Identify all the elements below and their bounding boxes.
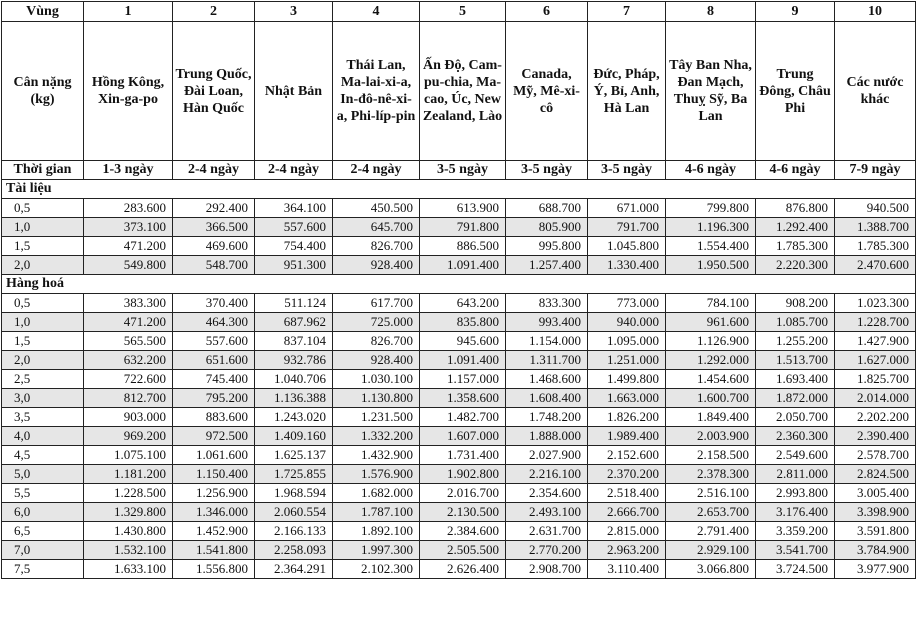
delivery-time: 2-4 ngày [255,161,333,180]
table-row [2,560,916,579]
price-cell: 2.102.300 [333,560,420,579]
zone-number: 2 [173,2,255,22]
price-cell: 2.220.300 [756,256,835,275]
price-cell: 1.748.200 [506,408,588,427]
price-cell: 2.378.300 [666,465,756,484]
price-cell: 2.384.600 [420,522,506,541]
price-cell: 1.346.000 [173,503,255,522]
table-row [2,522,916,541]
price-cell: 471.200 [84,313,173,332]
zone-number: 3 [255,2,333,22]
price-cell: 1.554.400 [666,237,756,256]
price-cell: 1.785.300 [756,237,835,256]
price-cell: 2.027.900 [506,446,588,465]
price-cell: 3.110.400 [588,560,666,579]
price-cell: 2.578.700 [835,446,916,465]
price-cell: 903.000 [84,408,173,427]
price-cell: 1.825.700 [835,370,916,389]
price-cell: 2.130.500 [420,503,506,522]
price-cell: 1.950.500 [666,256,756,275]
weight-cell: 7,0 [2,541,84,560]
price-cell: 2.626.400 [420,560,506,579]
price-cell: 1.682.000 [333,484,420,503]
time-label: Thời gian [2,161,84,180]
price-cell: 688.700 [506,199,588,218]
price-cell: 3.005.400 [835,484,916,503]
price-cell: 651.600 [173,351,255,370]
price-cell: 557.600 [255,218,333,237]
price-cell: 3.066.800 [666,560,756,579]
weight-cell: 5,5 [2,484,84,503]
zone-number: 9 [756,2,835,22]
price-cell: 951.300 [255,256,333,275]
price-cell: 886.500 [420,237,506,256]
price-cell: 1.292.400 [756,218,835,237]
price-cell: 1.452.900 [173,522,255,541]
zone-number: 10 [835,2,916,22]
delivery-time: 3-5 ngày [506,161,588,180]
price-cell: 1.095.000 [588,332,666,351]
price-cell: 1.157.000 [420,370,506,389]
price-cell: 1.358.600 [420,389,506,408]
price-cell: 1.075.100 [84,446,173,465]
price-cell: 2.152.600 [588,446,666,465]
weight-cell: 2,0 [2,351,84,370]
delivery-time: 2-4 ngày [173,161,255,180]
price-cell: 2.202.200 [835,408,916,427]
price-cell: 969.200 [84,427,173,446]
price-cell: 2.493.100 [506,503,588,522]
price-cell: 1.126.900 [666,332,756,351]
price-cell: 2.470.600 [835,256,916,275]
price-cell: 3.359.200 [756,522,835,541]
price-cell: 725.000 [333,313,420,332]
weight-cell: 2,5 [2,370,84,389]
price-cell: 2.824.500 [835,465,916,484]
price-cell: 1.608.400 [506,389,588,408]
table-row [2,484,916,503]
table-row [2,351,916,370]
delivery-time: 2-4 ngày [333,161,420,180]
price-cell: 1.997.300 [333,541,420,560]
price-cell: 3.784.900 [835,541,916,560]
weight-cell: 1,0 [2,218,84,237]
price-cell: 1.329.800 [84,503,173,522]
price-cell: 2.158.500 [666,446,756,465]
price-cell: 795.200 [173,389,255,408]
price-cell: 370.400 [173,294,255,313]
price-cell: 835.800 [420,313,506,332]
price-cell: 373.100 [84,218,173,237]
price-cell: 2.016.700 [420,484,506,503]
price-cell: 2.993.800 [756,484,835,503]
price-cell: 940.000 [588,313,666,332]
price-cell: 2.631.700 [506,522,588,541]
price-cell: 1.556.800 [173,560,255,579]
price-cell: 2.014.000 [835,389,916,408]
price-cell: 2.354.600 [506,484,588,503]
price-cell: 1.482.700 [420,408,506,427]
price-cell: 1.532.100 [84,541,173,560]
price-cell: 1.902.800 [420,465,506,484]
price-cell: 1.257.400 [506,256,588,275]
price-cell: 1.181.200 [84,465,173,484]
price-cell: 1.627.000 [835,351,916,370]
price-cell: 1.892.100 [333,522,420,541]
price-cell: 2.791.400 [666,522,756,541]
price-cell: 469.600 [173,237,255,256]
table-row [2,446,916,465]
price-cell: 1.228.700 [835,313,916,332]
destination-cell: Đức, Pháp, Ý, Bỉ, Anh, Hà Lan [588,22,666,161]
weight-cell: 3,5 [2,408,84,427]
price-cell: 1.136.388 [255,389,333,408]
price-cell: 995.800 [506,237,588,256]
price-cell: 1.663.000 [588,389,666,408]
destination-cell: Nhật Bản [255,22,333,161]
price-cell: 883.600 [173,408,255,427]
zone-number: 4 [333,2,420,22]
price-cell: 364.100 [255,199,333,218]
price-cell: 1.731.400 [420,446,506,465]
destination-cell: Canada, Mỹ, Mê-xi-cô [506,22,588,161]
price-cell: 1.030.100 [333,370,420,389]
table-row [2,332,916,351]
price-cell: 1.849.400 [666,408,756,427]
price-cell: 1.228.500 [84,484,173,503]
price-cell: 826.700 [333,332,420,351]
price-cell: 3.977.900 [835,560,916,579]
price-cell: 1.499.800 [588,370,666,389]
zone-number: 8 [666,2,756,22]
price-cell: 3.724.500 [756,560,835,579]
price-cell: 1.091.400 [420,256,506,275]
price-cell: 908.200 [756,294,835,313]
price-cell: 450.500 [333,199,420,218]
price-cell: 812.700 [84,389,173,408]
price-cell: 1.432.900 [333,446,420,465]
weight-cell: 0,5 [2,199,84,218]
weight-cell: 4,0 [2,427,84,446]
price-cell: 471.200 [84,237,173,256]
weight-label: Cân nặng (kg) [2,22,84,161]
price-cell: 1.607.000 [420,427,506,446]
price-cell: 632.200 [84,351,173,370]
table-row [2,503,916,522]
weight-cell: 6,0 [2,503,84,522]
delivery-time: 4-6 ngày [666,161,756,180]
price-cell: 2.516.100 [666,484,756,503]
price-cell: 3.398.900 [835,503,916,522]
price-cell: 1.785.300 [835,237,916,256]
price-cell: 972.500 [173,427,255,446]
price-cell: 2.364.291 [255,560,333,579]
rate-body [2,180,916,579]
destination-cell: Hồng Kông, Xin-ga-po [84,22,173,161]
price-cell: 1.388.700 [835,218,916,237]
price-cell: 2.666.700 [588,503,666,522]
price-cell: 784.100 [666,294,756,313]
destination-cell: Trung Đông, Châu Phi [756,22,835,161]
zone-number: 1 [84,2,173,22]
delivery-time: 3-5 ngày [588,161,666,180]
price-cell: 671.000 [588,199,666,218]
delivery-time: 3-5 ngày [420,161,506,180]
zone-header-row [2,2,916,22]
weight-cell: 5,0 [2,465,84,484]
price-cell: 993.400 [506,313,588,332]
price-cell: 1.468.600 [506,370,588,389]
price-cell: 928.400 [333,351,420,370]
price-cell: 548.700 [173,256,255,275]
price-cell: 837.104 [255,332,333,351]
price-cell: 1.150.400 [173,465,255,484]
price-cell: 2.505.500 [420,541,506,560]
price-cell: 1.085.700 [756,313,835,332]
price-cell: 283.600 [84,199,173,218]
price-cell: 2.166.133 [255,522,333,541]
price-cell: 557.600 [173,332,255,351]
price-cell: 826.700 [333,237,420,256]
zone-number: 7 [588,2,666,22]
weight-cell: 7,5 [2,560,84,579]
price-cell: 2.653.700 [666,503,756,522]
price-cell: 945.600 [420,332,506,351]
destination-cell: Tây Ban Nha, Đan Mạch, Thuỵ Sỹ, Ba Lan [666,22,756,161]
price-cell: 613.900 [420,199,506,218]
table-row [2,237,916,256]
table-row [2,218,916,237]
price-cell: 687.962 [255,313,333,332]
price-cell: 3.541.700 [756,541,835,560]
section-title: Hàng hoá [2,275,916,294]
price-cell: 1.330.400 [588,256,666,275]
price-cell: 2.060.554 [255,503,333,522]
price-cell: 722.600 [84,370,173,389]
price-cell: 464.300 [173,313,255,332]
delivery-time: 1-3 ngày [84,161,173,180]
price-cell: 791.700 [588,218,666,237]
section-row [2,180,916,199]
price-cell: 1.625.137 [255,446,333,465]
table-row [2,370,916,389]
destination-cell: Thái Lan, Ma-lai-xi-a, In-đô-nê-xi-a, Phi-líp-pin [333,22,420,161]
price-cell: 1.091.400 [420,351,506,370]
price-cell: 754.400 [255,237,333,256]
table-row [2,465,916,484]
price-cell: 1.409.160 [255,427,333,446]
weight-cell: 1,0 [2,313,84,332]
table-row [2,199,916,218]
price-cell: 1.600.700 [666,389,756,408]
table-row [2,313,916,332]
price-cell: 1.541.800 [173,541,255,560]
price-cell: 1.292.000 [666,351,756,370]
price-cell: 1.989.400 [588,427,666,446]
weight-cell: 1,5 [2,237,84,256]
weight-cell: 0,5 [2,294,84,313]
price-cell: 1.787.100 [333,503,420,522]
price-cell: 617.700 [333,294,420,313]
price-cell: 643.200 [420,294,506,313]
price-cell: 1.332.200 [333,427,420,446]
price-cell: 928.400 [333,256,420,275]
weight-cell: 2,0 [2,256,84,275]
table-row [2,408,916,427]
price-cell: 1.513.700 [756,351,835,370]
table-row [2,541,916,560]
price-cell: 1.826.200 [588,408,666,427]
price-cell: 549.800 [84,256,173,275]
price-cell: 745.400 [173,370,255,389]
price-cell: 565.500 [84,332,173,351]
price-cell: 383.300 [84,294,173,313]
weight-cell: 4,5 [2,446,84,465]
destination-header-row [2,22,916,161]
price-cell: 1.061.600 [173,446,255,465]
destination-cell: Các nước khác [835,22,916,161]
price-cell: 1.872.000 [756,389,835,408]
price-cell: 1.576.900 [333,465,420,484]
price-cell: 1.196.300 [666,218,756,237]
price-cell: 1.725.855 [255,465,333,484]
price-cell: 2.258.093 [255,541,333,560]
weight-cell: 3,0 [2,389,84,408]
price-cell: 645.700 [333,218,420,237]
zone-label: Vùng [2,2,84,22]
price-cell: 773.000 [588,294,666,313]
price-cell: 1.231.500 [333,408,420,427]
price-cell: 1.454.600 [666,370,756,389]
price-cell: 1.040.706 [255,370,333,389]
price-cell: 876.800 [756,199,835,218]
price-cell: 2.815.000 [588,522,666,541]
weight-cell: 1,5 [2,332,84,351]
shipping-rate-table [1,1,916,579]
price-cell: 1.693.400 [756,370,835,389]
price-cell: 511.124 [255,294,333,313]
price-cell: 2.050.700 [756,408,835,427]
price-cell: 1.633.100 [84,560,173,579]
price-cell: 1.888.000 [506,427,588,446]
price-cell: 940.500 [835,199,916,218]
price-cell: 2.518.400 [588,484,666,503]
price-cell: 833.300 [506,294,588,313]
price-cell: 292.400 [173,199,255,218]
price-cell: 1.154.000 [506,332,588,351]
price-cell: 366.500 [173,218,255,237]
price-cell: 2.216.100 [506,465,588,484]
price-cell: 1.251.000 [588,351,666,370]
price-cell: 2.370.200 [588,465,666,484]
price-cell: 1.023.300 [835,294,916,313]
price-cell: 961.600 [666,313,756,332]
delivery-time: 4-6 ngày [756,161,835,180]
price-cell: 2.360.300 [756,427,835,446]
price-cell: 1.968.594 [255,484,333,503]
table-row [2,427,916,446]
price-cell: 1.045.800 [588,237,666,256]
price-cell: 2.963.200 [588,541,666,560]
zone-number: 6 [506,2,588,22]
price-cell: 805.900 [506,218,588,237]
section-title: Tài liệu [2,180,916,199]
table-row [2,389,916,408]
price-cell: 1.311.700 [506,351,588,370]
destination-cell: Ấn Độ, Cam-pu-chia, Ma-cao, Úc, New Zealand, Lào [420,22,506,161]
price-cell: 1.430.800 [84,522,173,541]
section-row [2,275,916,294]
price-cell: 932.786 [255,351,333,370]
price-cell: 2.390.400 [835,427,916,446]
price-cell: 2.811.000 [756,465,835,484]
zone-number: 5 [420,2,506,22]
table-row [2,256,916,275]
delivery-time: 7-9 ngày [835,161,916,180]
price-cell: 2.003.900 [666,427,756,446]
price-cell: 2.929.100 [666,541,756,560]
price-cell: 799.800 [666,199,756,218]
price-cell: 1.427.900 [835,332,916,351]
price-cell: 2.549.600 [756,446,835,465]
table-row [2,294,916,313]
price-cell: 2.908.700 [506,560,588,579]
destination-cell: Trung Quốc, Đài Loan, Hàn Quốc [173,22,255,161]
delivery-time-row [2,161,916,180]
price-cell: 3.591.800 [835,522,916,541]
price-cell: 1.255.200 [756,332,835,351]
weight-cell: 6,5 [2,522,84,541]
price-cell: 791.800 [420,218,506,237]
price-cell: 1.256.900 [173,484,255,503]
price-cell: 2.770.200 [506,541,588,560]
price-cell: 1.243.020 [255,408,333,427]
price-cell: 3.176.400 [756,503,835,522]
price-cell: 1.130.800 [333,389,420,408]
